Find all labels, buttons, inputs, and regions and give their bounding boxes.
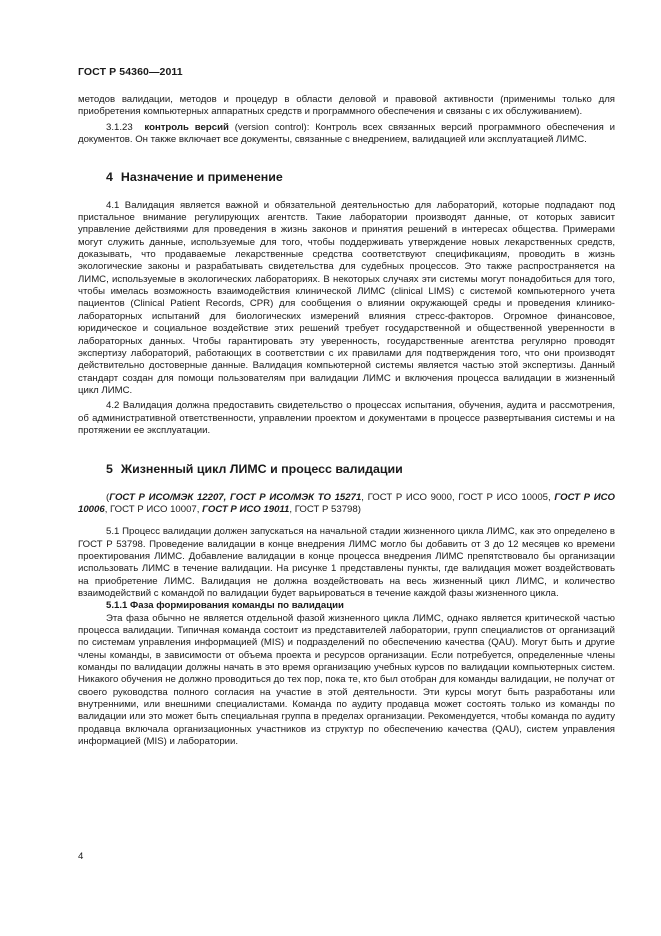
section-5-1-1-paragraph: Эта фаза обычно не является отдельной фазой жизненного цикла ЛИМС, однако является критической частью процесса валидации. Типичная команда состоит из представителей лаборатории, групп специалистов от организаций по системам управления информацией (MIS) и подразделений по обеспечению качества (QAU). Могут быть и другие члены команды, в зависимости от объема проекта и ресурсов организации. Если потребуется, определенные члены команды по валидации должны начать в это время организацию учебных курсов по валидации компьютерных систем. Никакого обучения не должно проводиться до тех пор, пока те, кто был отобран для команды валидации, не получат от своего руководства полного согласия на участие в этой деятельности. Эти курсы могут быть разработаны или внутренними, или внешними специалистами. Команда по аудиту продавца может состоять только из команды по валидации или это может быть специальная группа в пределах организации. Рекомендуется, чтобы команда по аудиту продавца включала организационных участников из структур по обеспечению качества (QAU), систем управления информацией (MIS) и лаборатории. [78,612,615,748]
definition-term: контроль версий [144,121,229,133]
refs-text-3: , ГОСТ Р 53798) [289,503,361,515]
section-5-title: Жизненный цикл ЛИМС и процесс валидации [120,462,403,477]
definition-3-1-23 [78,122,615,147]
document-header [78,66,183,78]
section-4-2-paragraph: 4.2 Валидация должна предоставить свидетельство о процессах испытания, обучения, аудита и рассмотрения, об административной ответственности, управлении проектом и документами в процессе развертывания системы и на протяжении ее эксплуатации. [78,400,615,436]
document-id: ГОСТ Р 54360—2011 [78,66,183,78]
ref-gost-19011: ГОСТ Р ИСО 19011 [202,503,290,515]
refs-text-1: , ГОСТ Р ИСО 9000, ГОСТ Р ИСО 10005, [361,491,555,503]
ref-gost-10006: ГОСТ Р ИСО 10006 [78,491,615,515]
ref-gost-12207-15271: ГОСТ Р ИСО/МЭК 12207, ГОСТ Р ИСО/МЭК ТО 15271 [109,491,362,503]
definition-number: 3.1.23 [106,121,133,133]
section-5-references [78,492,615,517]
page-content [78,94,615,748]
section-5-number: 5 [106,462,113,477]
section-5-1-paragraph: 5.1 Процесс валидации должен запускаться на начальной стадии жизненного цикла ЛИМС, как это определено в ГОСТ Р 53798. Проведение валидации в конце внедрения ЛИМС могло бы добавить от 3 до 12 месяцев ко времени проектирования ЛИМС. Добавление валидации в конце процесса внедрения ЛИМС препятствовало бы организации использовать ЛИМС в течение валидации. На рисунке 1 представлены пункты, где валидация может воздействовать на приобретение ЛИМС. Валидация не должна воздействовать на весь жизненный цикл ЛИМС, и количество взаимодействий с командой по валидации будет варьироваться в течение каждой фазы жизненного цикла. [78,526,615,599]
refs-open: ( [106,491,110,503]
intro-paragraph: методов валидации, методов и процедур в области деловой и правовой активности (применимы только для приобретения компьютерных аппаратных средств и программного обеспечения и связаны с их обслуживанием). [78,94,615,118]
section-4-heading [78,171,615,183]
page-number: 4 [78,851,84,862]
section-5-heading [78,463,615,475]
refs-text-2: , ГОСТ Р ИСО 10007, [104,503,203,515]
section-4-number: 4 [106,170,113,185]
section-4-title: Назначение и применение [120,170,283,185]
section-4-1-paragraph: 4.1 Валидация является важной и обязательной деятельностью для лабораторий, которые подпадают под пристальное внимание регулирующих агентств. Такие лаборатории производят данные, от которых зависит управление действиями для проведения в жизнь законов и принятия решений в интересах общества. Примерами могут служить данные, используемые для того, чтобы поддерживать утверждение новых лекарственных средств, доказывать, что продаваемые лекарственные средства соответствуют спецификациям, проводить в жизнь экологические законы и разрабатывать свидетельства для судебных процессов. Это также распространяется на ЛИМС, используемые в экологических лабораториях. В некоторых случаях эти системы могут понадобиться для того, чтобы имелась возможность взаимодействия клинической ЛИМС (clinical LIMS) с системой компьютерного учета пациентов (Clinical Patient Records, CPR) для сообщения о влиянии окружающей среды и проведения клинико-лабораторных испытаний для биологических измерений влияния стресс-факторов. Огромное финансовое, юридическое и социальное воздействие этих решений требует государственной и общественной уверенности в лабораторных данных. Чтобы гарантировать эту уверенность, государственные агентства регулярно проводят экспертизу лабораторий, работающих в соответствии с их правилами для подтверждения того, что они производят действительно достоверные данные. Валидация компьютерной системы является частью этой экспертизы. Данный стандарт создан для помощи пользователям при валидации ЛИМС и включения процесса валидации в жизненный цикл ЛИМС. [78,199,615,396]
definition-body: (version control): Контроль всех связанных версий программного обеспечения и документов. Он также включает все документы, связанные с внедрением, валидацией или эксплуатацией ЛИМС. [78,121,615,146]
section-5-1-1-heading: 5.1.1 Фаза формирования команды по валидации [106,600,344,612]
